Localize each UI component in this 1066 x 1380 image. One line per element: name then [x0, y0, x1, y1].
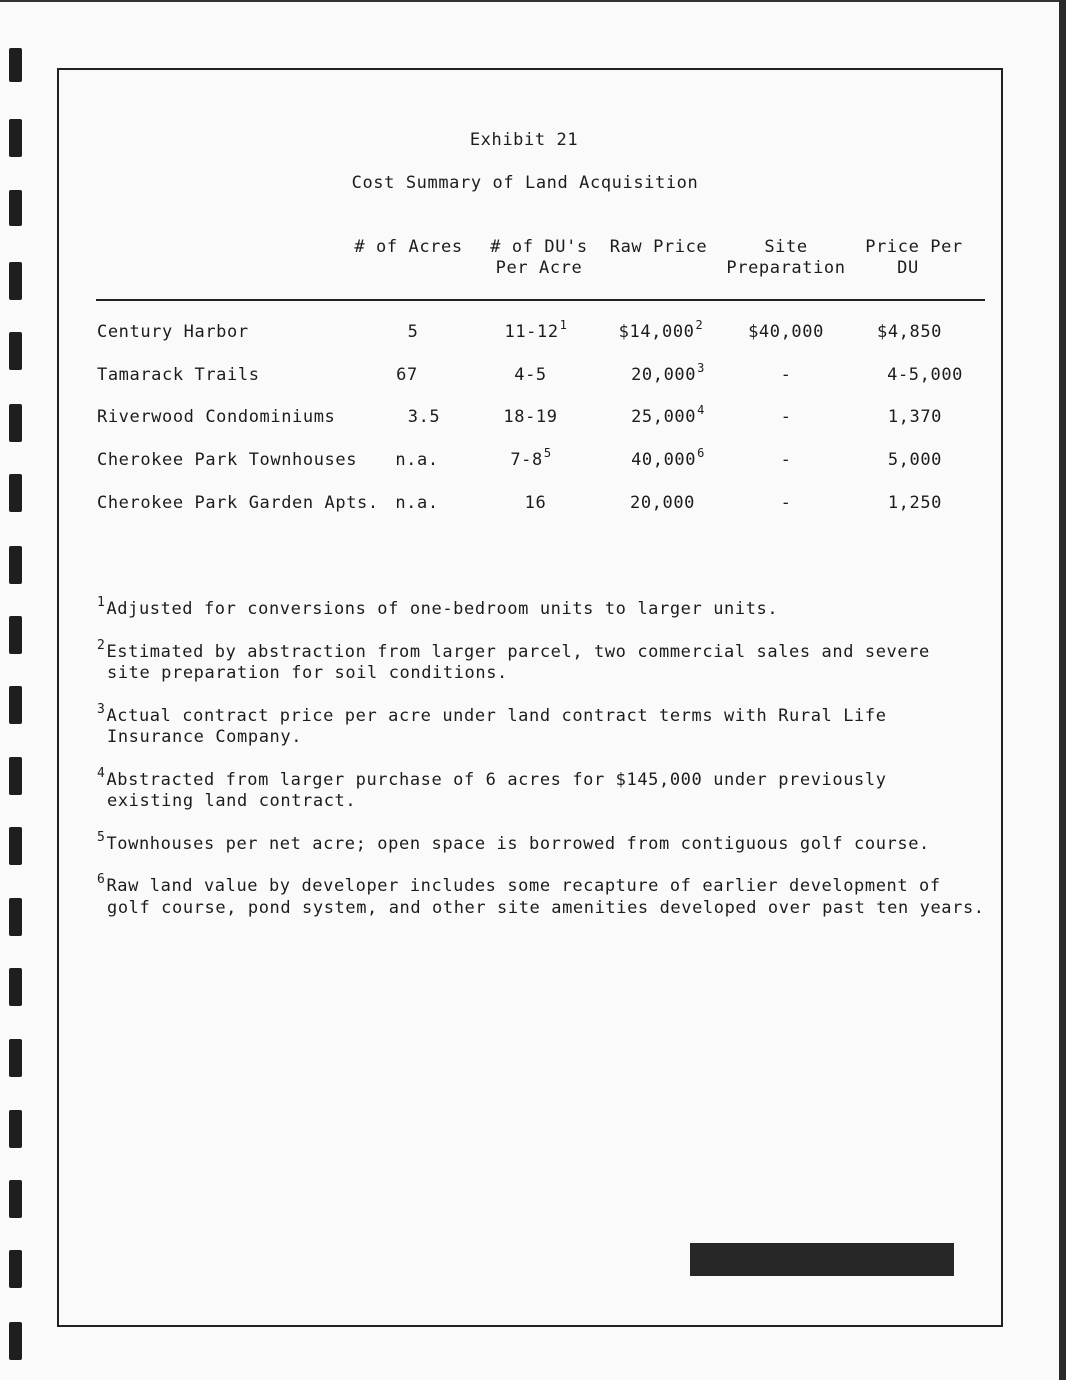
- header-divider: [96, 299, 985, 301]
- binder-hole-icon: [9, 1250, 22, 1288]
- row-acres: 5: [407, 322, 419, 342]
- row-site-preparation: -: [780, 450, 792, 470]
- binder-hole-icon: [9, 262, 22, 300]
- binder-hole-icon: [9, 898, 22, 936]
- footnote-4-continuation: existing land contract.: [107, 791, 357, 811]
- footnote-4: $^4$Abstracted from larger purchase of 6 acres for $145,000 under previously: [97, 766, 887, 790]
- row-du-per-acre: 4-5: [514, 365, 547, 385]
- footnote-2: $^2$Estimated by abstraction from larger parcel, two commercial sales and severe: [97, 638, 930, 662]
- col-header-ppdu-line2: DU: [897, 258, 919, 278]
- row-name: Cherokee Park Garden Apts.: [97, 493, 379, 513]
- row-acres: 67: [396, 365, 418, 385]
- row-name: Cherokee Park Townhouses: [97, 450, 358, 470]
- row-site-preparation: -: [780, 407, 792, 427]
- binder-hole-icon: [9, 616, 22, 654]
- exhibit-title: Exhibit 21: [469, 130, 579, 150]
- binder-hole-icon: [9, 827, 22, 865]
- col-header-du-line1: # of DU's: [490, 237, 588, 257]
- col-header-raw-price: Raw Price: [609, 237, 708, 257]
- row-du-per-acre: 16: [524, 493, 547, 513]
- row-price-per-du: 1,370: [887, 407, 942, 427]
- binder-hole-icon: [9, 332, 22, 370]
- row-raw-price: 25,000$^4$: [631, 403, 705, 427]
- row-site-preparation: -: [780, 365, 792, 385]
- col-header-site-line2: Preparation: [726, 258, 846, 278]
- row-name: Riverwood Condominiums: [97, 407, 336, 427]
- row-price-per-du: 5,000: [887, 450, 942, 470]
- binder-hole-icon: [9, 1039, 22, 1077]
- binder-hole-icon: [9, 48, 22, 82]
- footnote-6: $^6$Raw land value by developer includes some recapture of earlier development of: [97, 872, 941, 896]
- row-acres: n.a.: [395, 450, 439, 470]
- row-raw-price: 40,000$^6$: [631, 446, 705, 470]
- binder-hole-icon: [9, 686, 22, 724]
- binder-hole-icon: [9, 968, 22, 1006]
- col-header-du-line2: Per Acre: [495, 258, 583, 278]
- binder-hole-icon: [9, 474, 22, 512]
- col-header-site-line1: Site: [764, 237, 808, 257]
- binder-hole-icon: [9, 1110, 22, 1148]
- row-raw-price: 20,000: [629, 493, 695, 513]
- footnote-2-continuation: site preparation for soil conditions.: [107, 663, 508, 683]
- binder-hole-icon: [9, 119, 22, 157]
- binder-hole-icon: [9, 757, 22, 795]
- binder-hole-icon: [9, 1322, 22, 1360]
- col-header-acres: # of Acres: [354, 237, 463, 257]
- row-price-per-du: $4,850: [876, 322, 942, 342]
- row-site-preparation: $40,000: [748, 322, 824, 342]
- binder-hole-icon: [9, 190, 22, 226]
- row-du-per-acre: 18-19: [503, 407, 558, 427]
- page-right-edge: [1059, 0, 1066, 1380]
- row-site-preparation: -: [780, 493, 792, 513]
- binder-hole-icon: [9, 1180, 22, 1218]
- row-acres: 3.5: [407, 407, 441, 427]
- footnote-5: $^5$Townhouses per net acre; open space is borrowed from contiguous golf course.: [97, 830, 930, 854]
- row-name: Tamarack Trails: [97, 365, 260, 385]
- row-name: Century Harbor: [97, 322, 249, 342]
- row-raw-price: 20,000$^3$: [631, 361, 705, 385]
- row-du-per-acre: $11-12^1$: [504, 318, 568, 342]
- row-price-per-du: 4-5,000: [887, 365, 963, 385]
- footnote-1: $^1$Adjusted for conversions of one-bedroom units to larger units.: [97, 595, 779, 619]
- binder-hole-icon: [9, 546, 22, 584]
- page-top-edge: [0, 0, 1066, 2]
- footnote-3: $^3$Actual contract price per acre under land contract terms with Rural Life: [97, 702, 887, 726]
- row-price-per-du: 1,250: [887, 493, 942, 513]
- row-raw-price: $14,000$^2$: [618, 318, 704, 342]
- binder-hole-icon: [9, 404, 22, 442]
- row-du-per-acre: $7-8^5$: [510, 446, 552, 470]
- col-header-ppdu-line1: Price Per: [865, 237, 963, 257]
- row-acres: n.a.: [395, 493, 439, 513]
- footnote-3-continuation: Insurance Company.: [107, 727, 303, 747]
- page-subtitle: Cost Summary of Land Acquisition: [351, 173, 699, 193]
- redaction-bar: [690, 1243, 954, 1276]
- footnote-6-continuation: golf course, pond system, and other site amenities developed over past ten years.: [107, 898, 985, 918]
